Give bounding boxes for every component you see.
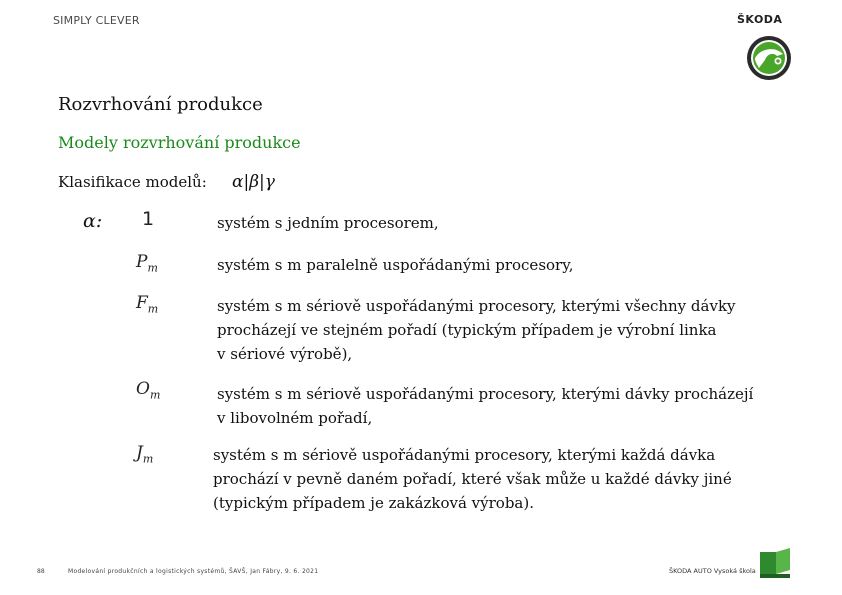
symbol-subscript: m <box>147 302 159 316</box>
slide-title: Rozvrhování produkce <box>58 94 263 115</box>
symbol-text: P <box>136 252 148 272</box>
desc-line: systém s m sériově uspořádanými procesory, kterými každá dávka <box>213 446 716 464</box>
symbol-flow-shop <box>136 293 158 315</box>
symbol-text: 1 <box>142 208 155 230</box>
desc-line: systém s m sériově uspořádanými procesory, kterými dávky procházejí <box>217 385 754 403</box>
symbol-open-shop <box>136 379 160 401</box>
desc-parallel <box>217 253 797 277</box>
desc-job-shop <box>213 443 793 515</box>
symbol-text: O <box>136 379 150 399</box>
symbol-subscript: m <box>147 261 158 275</box>
desc-line: prochází v pevně daném pořadí, které však může u každé dávky jiné <box>213 470 732 488</box>
footer-citation: Modelování produkčních a logistických systémů, ŠAVŠ, Jan Fábry, 9. 6. 2021 <box>68 568 319 575</box>
school-flag-icon <box>757 548 793 580</box>
tagline: SIMPLY CLEVER <box>53 14 140 27</box>
symbol-subscript: m <box>142 452 154 466</box>
desc-line: v sériové výrobě), <box>217 345 353 363</box>
symbol-text: J <box>136 443 143 463</box>
classification-formula: α|β|γ <box>232 172 275 192</box>
desc-line: (typickým případem je zakázková výroba). <box>213 494 534 512</box>
classification-label: Klasifikace modelů: <box>58 173 207 191</box>
desc-open-shop <box>217 382 797 430</box>
footer-brand: ŠKODA AUTO Vysoká škola <box>669 567 756 575</box>
skoda-logo-icon <box>745 34 793 82</box>
symbol-parallel <box>136 252 158 274</box>
desc-line: procházejí ve stejném pořadí (typickým případem je výrobní linka <box>217 321 717 339</box>
page-number: 88 <box>37 568 45 575</box>
alpha-label: α: <box>83 210 103 232</box>
desc-line: systém s m sériově uspořádanými procesory, kterými všechny dávky <box>217 297 736 315</box>
desc-flow-shop <box>217 294 797 366</box>
slide-subtitle: Modely rozvrhování produkce <box>58 133 301 152</box>
symbol-job-shop <box>136 443 153 465</box>
desc-single-machine <box>217 211 797 235</box>
desc-line: systém s m paralelně uspořádanými procesory, <box>217 256 574 274</box>
symbol-single-machine <box>142 208 154 230</box>
desc-line: v libovolném pořadí, <box>217 409 373 427</box>
brand-name: ŠKODA <box>737 13 783 26</box>
desc-line: systém s jedním procesorem, <box>217 214 439 232</box>
symbol-subscript: m <box>149 388 161 402</box>
symbol-text: F <box>136 293 148 313</box>
